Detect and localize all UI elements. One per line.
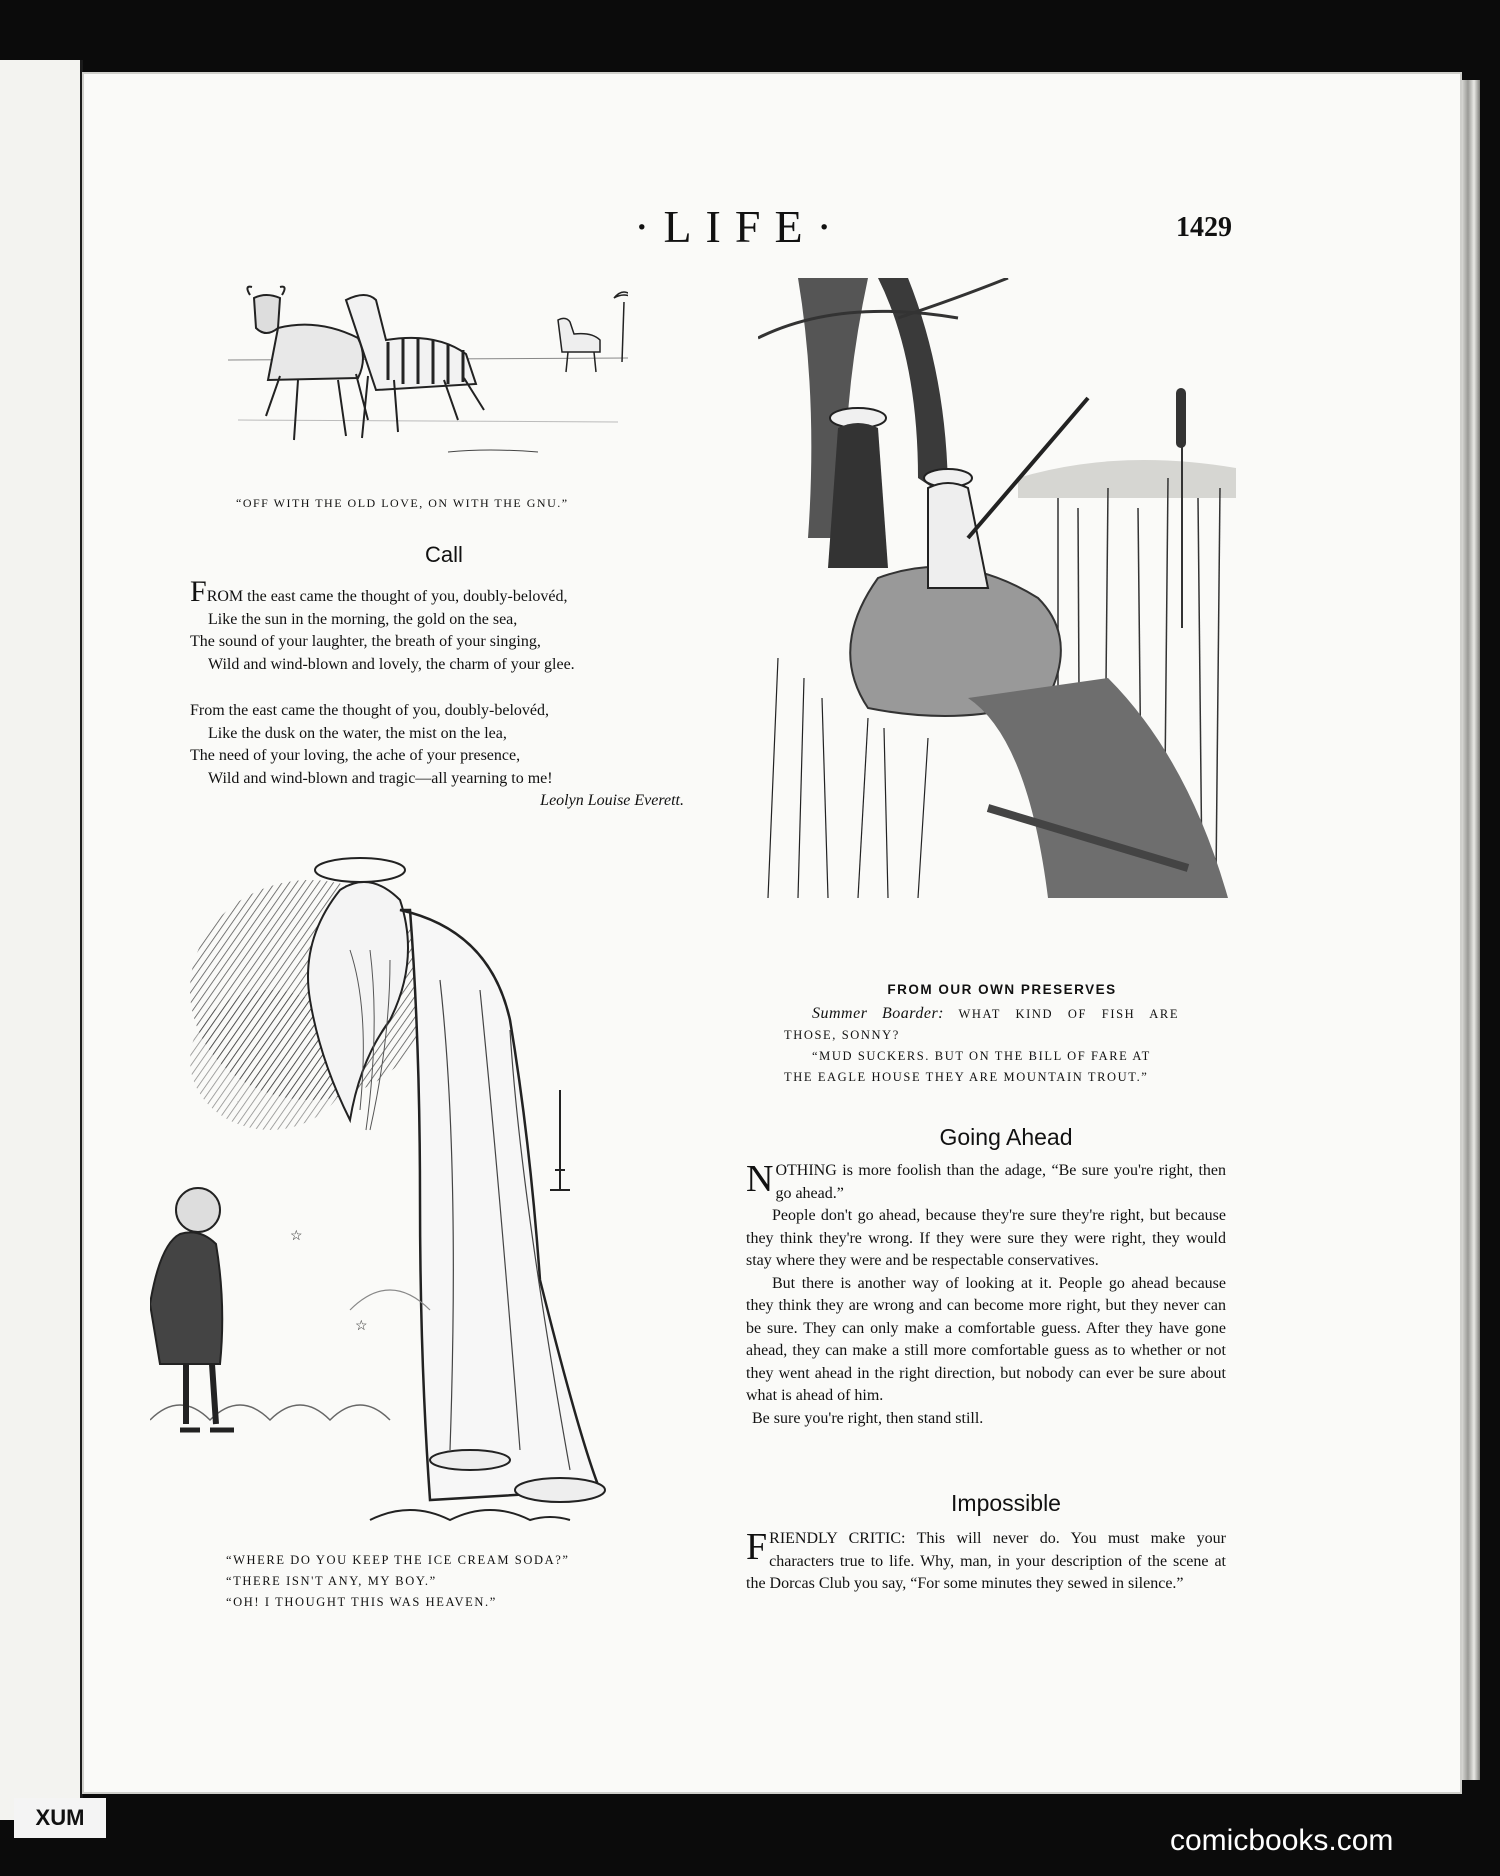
caption-line: “WHERE DO YOU KEEP THE ICE CREAM SODA?” <box>226 1553 570 1567</box>
poem-line: ROM the east came the thought of you, doubly-belovéd, <box>206 588 568 605</box>
svg-text:☆: ☆ <box>290 1229 303 1244</box>
poem-line: Like the dusk on the water, the mist on the lea, <box>208 724 507 742</box>
fishing-illustration <box>758 278 1236 900</box>
poem-author: Leolyn Louise Everett. <box>540 792 684 809</box>
caption-line: “THERE ISN'T ANY, MY BOY.” <box>226 1574 437 1588</box>
going-ahead-paragraph: Be sure you're right, then stand still. <box>752 1409 984 1427</box>
going-ahead-paragraph: OTHING is more foolish than the adage, “Be sure you're right, then go ahead.” <box>775 1162 1226 1202</box>
svg-text:☆: ☆ <box>355 1319 368 1334</box>
impossible-dropcap: F <box>746 1526 768 1568</box>
poem-line: From the east came the thought of you, doubly-belovéd, <box>190 702 550 719</box>
poem-line: Like the sun in the morning, the gold on the sea, <box>208 610 518 628</box>
going-ahead-title: Going Ahead <box>939 1124 1073 1150</box>
poem-line: The sound of your laughter, the breath of your singing, <box>190 633 541 650</box>
fishing-caption-line: THOSE, SONNY? <box>784 1028 900 1042</box>
fishing-caption-line: “MUD SUCKERS. BUT ON THE BILL OF FARE AT <box>812 1049 1151 1063</box>
masthead: ·LIFE· <box>634 201 846 252</box>
going-ahead-paragraph: But there is another way of looking at it. People go ahead because they think they are wrong and can become more right, but they never can be sure. They can only make a comfortable guess. After they have gone ahead, they can make a still more comfortable guess as to whether or not they went ahead in the right direction, but nobody can ever be sure about what is ahead of him. <box>746 1274 1226 1404</box>
fishing-caption-line: WHAT KIND OF FISH ARE <box>958 1007 1180 1021</box>
poem-line: Wild and wind-blown and lovely, the charm of your glee. <box>208 655 575 673</box>
fishing-caption <box>784 982 1220 1088</box>
impossible-paragraph: RIENDLY CRITIC: This will never do. You must make your characters true to life. Why, man, in your description of the scene at the Dorcas Club you say, “For some minutes they sewed in silence.” <box>746 1530 1226 1592</box>
poem-line: Wild and wind-blown and tragic—all yearning to me! <box>208 769 553 787</box>
impossible-article <box>746 1528 1226 1596</box>
scan-tag: XUM <box>14 1798 106 1838</box>
fishing-caption-line: THE EAGLE HOUSE THEY ARE MOUNTAIN TROUT.” <box>784 1070 1149 1084</box>
site-watermark: comicbooks.com <box>1170 1824 1394 1857</box>
poem-dropcap: F <box>190 575 207 608</box>
going-ahead-paragraph: People don't go ahead, because they're sure they're right, but because they think they're wrong. If they were sure they were right, they would stay where they were and be respectable conservatives. <box>746 1207 1226 1269</box>
fishing-caption-title: FROM OUR OWN PRESERVES <box>887 982 1117 997</box>
left-page-edge <box>0 60 83 1820</box>
fishing-speaker: Summer Boarder: <box>812 1005 944 1022</box>
caption-line: “OH! I THOUGHT THIS WAS HEAVEN.” <box>226 1595 497 1609</box>
poem-title: Call <box>425 542 463 567</box>
gnu-zebra-cartoon <box>228 280 628 480</box>
page-number: 1429 <box>1176 212 1232 243</box>
heaven-cartoon <box>150 830 710 1540</box>
going-ahead-article <box>746 1160 1226 1430</box>
poem-line: The need of your loving, the ache of your presence, <box>190 747 521 764</box>
gnu-cartoon-caption: “OFF WITH THE OLD LOVE, ON WITH THE GNU.” <box>236 496 569 510</box>
page-edge <box>1462 80 1480 1780</box>
heaven-cartoon-caption <box>226 1550 686 1613</box>
going-ahead-dropcap: N <box>746 1158 774 1200</box>
poem-call <box>190 575 690 813</box>
impossible-title: Impossible <box>951 1490 1061 1516</box>
